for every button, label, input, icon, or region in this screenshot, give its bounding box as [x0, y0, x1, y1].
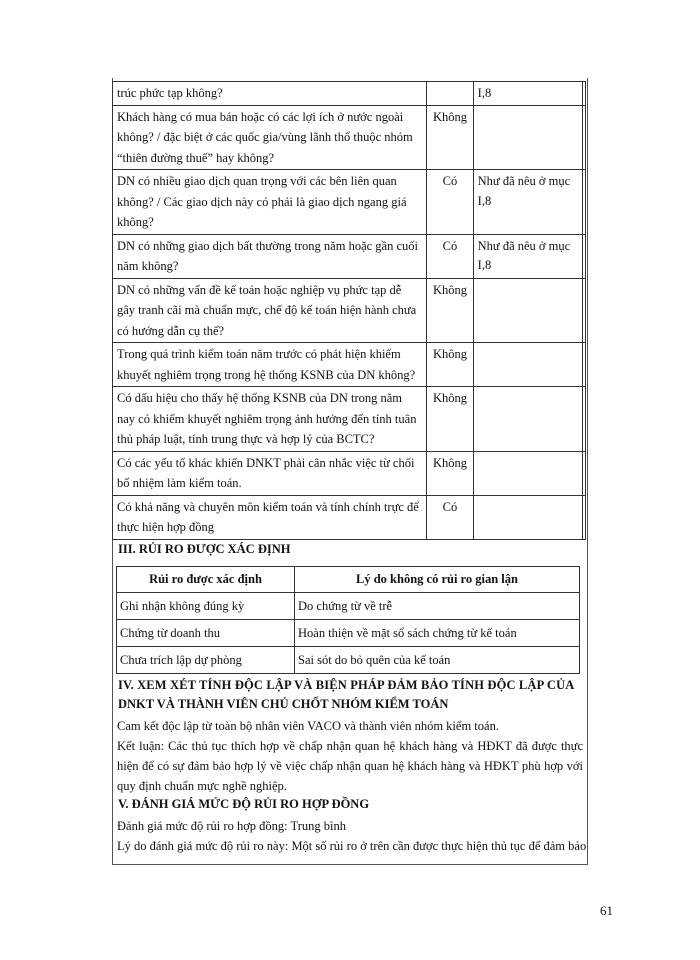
independence-commitment: Cam kết độc lập từ toàn bộ nhân viên VACO và thành viên nhóm kiểm toán.: [117, 719, 499, 733]
risk-table-header-row: [117, 567, 580, 593]
identified-risks-table: [116, 566, 580, 674]
question-text: DN có nhiều giao dịch quan trọng với các bên liên quan không? / Các giao dịch này có phải là giao dịch ngang giá không?: [113, 170, 427, 235]
note-cell: Như đã nêu ở mục I,8: [473, 170, 582, 235]
question-text: Có khả năng và chuyên môn kiểm toán và tính chính trực để thực hiện hợp đồng: [113, 495, 427, 539]
section-3-heading: III. RỦI RO ĐƯỢC XÁC ĐỊNH: [118, 542, 291, 556]
table-row: [117, 620, 580, 647]
section-4-heading-line2: DNKT VÀ THÀNH VIÊN CHỦ CHỐT NHÓM KIỂM TOÁN: [118, 697, 449, 711]
question-text: Có dấu hiệu cho thấy hệ thống KSNB của DN trong năm nay có khiếm khuyết nghiêm trọng ảnh hưởng đến tính tuân thủ pháp luật, tính trung thực và hợp lý của BCTC?: [113, 387, 427, 452]
note-cell: Như đã nêu ở mục I,8: [473, 234, 582, 278]
answer-cell: Không: [427, 387, 473, 452]
answer-cell: Không: [427, 451, 473, 495]
question-row: [113, 278, 586, 343]
question-row: [113, 170, 586, 235]
question-row: [113, 105, 586, 170]
table-row: [117, 647, 580, 674]
reason-cell: Hoàn thiện về mặt sổ sách chứng từ kế toán: [295, 620, 580, 647]
margin-cell: [582, 451, 585, 495]
risk-reason-line: Lý do đánh giá mức độ rủi ro này: Một số rủi ro ở trên cần được thực hiện thủ tục để đảm bảo: [117, 839, 587, 853]
margin-cell: [582, 495, 585, 539]
table-row: [117, 593, 580, 620]
risk-cell: Chưa trích lập dự phòng: [117, 647, 295, 674]
answer-cell: Không: [427, 343, 473, 387]
reason-cell: Do chứng từ về trễ: [295, 593, 580, 620]
question-row: [113, 82, 586, 106]
answer-cell: Có: [427, 495, 473, 539]
answer-cell: Có: [427, 170, 473, 235]
page-number: 61: [600, 903, 613, 918]
note-cell: [473, 451, 582, 495]
reason-cell: Sai sót do bỏ quên của kế toán: [295, 647, 580, 674]
risk-column-header: Rủi ro được xác định: [117, 567, 295, 593]
question-row: [113, 495, 586, 539]
note-cell: [473, 495, 582, 539]
note-cell: [473, 343, 582, 387]
margin-cell: [582, 387, 585, 452]
question-text: DN có những giao dịch bất thường trong năm hoặc gần cuối năm không?: [113, 234, 427, 278]
note-cell: [473, 387, 582, 452]
answer-cell: Không: [427, 105, 473, 170]
margin-cell: [582, 105, 585, 170]
note-cell: [473, 105, 582, 170]
reason-column-header: Lý do không có rủi ro gian lận: [295, 567, 580, 593]
conclusion-paragraph: Kết luận: Các thủ tục thích hợp về chấp nhận quan hệ khách hàng và HĐKT đã được thực hiện để có sự đảm bảo hợp lý về việc chấp nhận quan hệ khách hàng và HĐKT phù hợp với quy định chuẩn mực nghề nghiệp.: [117, 739, 583, 793]
answer-cell: [427, 82, 473, 106]
margin-cell: [582, 82, 585, 106]
section-4-heading-line1: IV. XEM XÉT TÍNH ĐỘC LẬP VÀ BIỆN PHÁP ĐẢM BẢO TÍNH ĐỘC LẬP CỦA: [118, 678, 575, 692]
answer-cell: Có: [427, 234, 473, 278]
question-row: [113, 451, 586, 495]
margin-cell: [582, 343, 585, 387]
risk-questions-table: [112, 81, 586, 540]
answer-cell: Không: [427, 278, 473, 343]
question-text: trúc phức tạp không?: [113, 82, 427, 106]
question-text: Có các yếu tố khác khiến DNKT phải cân nhắc việc từ chối bổ nhiệm làm kiểm toán.: [113, 451, 427, 495]
question-row: [113, 234, 586, 278]
question-text: Khách hàng có mua bán hoặc có các lợi ích ở nước ngoài không? / đặc biệt ở các quốc gia/vùng lãnh thổ thuộc nhóm “thiên đường thuế” hay không?: [113, 105, 427, 170]
question-row: [113, 343, 586, 387]
risk-cell: Chứng từ doanh thu: [117, 620, 295, 647]
margin-cell: [582, 170, 585, 235]
question-text: DN có những vấn đề kế toán hoặc nghiệp vụ phức tạp dễ gây tranh cãi mà chuẩn mực, chế độ kế toán hiện hành chưa có hướng dẫn cụ thể?: [113, 278, 427, 343]
section-5-heading: V. ĐÁNH GIÁ MỨC ĐỘ RỦI RO HỢP ĐỒNG: [118, 797, 370, 811]
risk-cell: Ghi nhận không đúng kỳ: [117, 593, 295, 620]
margin-cell: [582, 278, 585, 343]
note-cell: [473, 278, 582, 343]
question-row: [113, 387, 586, 452]
question-text: Trong quá trình kiểm toán năm trước có phát hiện khiếm khuyết nghiêm trọng trong hệ thống KSNB của DN không?: [113, 343, 427, 387]
margin-cell: [582, 234, 585, 278]
note-cell: I,8: [473, 82, 582, 106]
risk-assessment-line: Đánh giá mức độ rủi ro hợp đồng: Trung bình: [117, 819, 347, 833]
